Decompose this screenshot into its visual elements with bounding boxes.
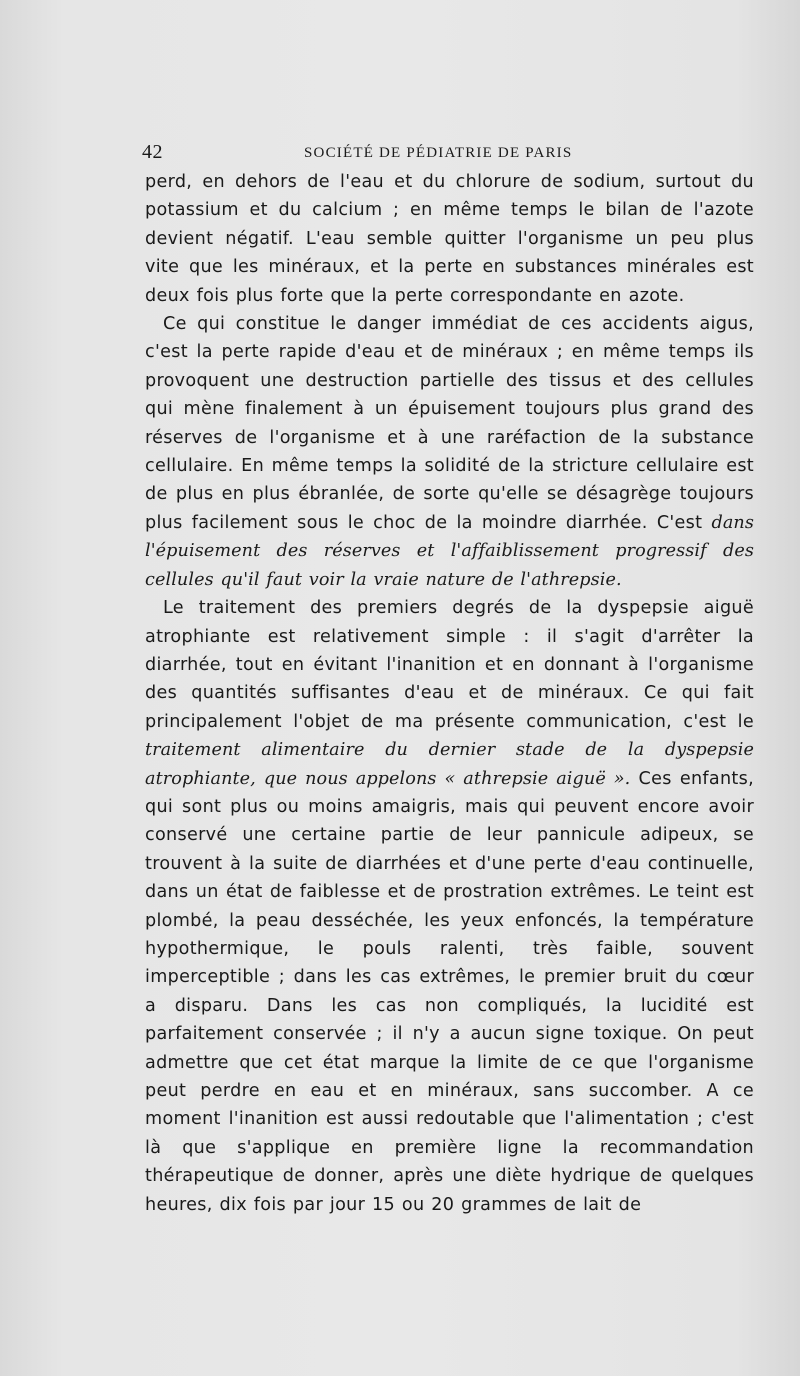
paragraph-3: [145, 594, 754, 1219]
page-header: [142, 141, 754, 167]
page-number: 42: [142, 141, 163, 163]
paragraph-2: [145, 310, 754, 594]
running-title: SOCIÉTÉ DE PÉDIATRIE DE PARIS: [304, 145, 573, 161]
body-text: [145, 168, 754, 1219]
paragraph-3-text-a: Le traitement des premiers degrés de la dyspepsie aiguë atrophiante est relativement simple : il s'agit d'arrêter la diarrhée, tout en évitant l'inanition et en donnant à l'organisme des quantités suffisantes d'eau et de minéraux. Ce qui fait principalement l'objet de ma présente communication, c'est le: [145, 598, 754, 732]
paragraph-1: perd, en dehors de l'eau et du chlorure de sodium, surtout du potassium et du calcium ; en même temps le bilan de l'azote devient négatif. L'eau semble quitter l'organisme un peu plus vite que les minéraux, et la perte en substances minérales est deux fois plus forte que la perte correspondante en azote.: [145, 172, 754, 306]
paragraph-3-text-b: Ces enfants, qui sont plus ou moins amaigris, mais qui peuvent encore avoir conservé une certaine partie de leur pannicule adipeux, se trouvent à la suite de diarrhées et d'une perte d'eau continuelle, dans un état de faiblesse et de prostration extrêmes. Le teint est plombé, la peau desséchée, les yeux enfoncés, la température hypothermique, le pouls ralenti, très faible, souvent imperceptible ; dans les cas extrêmes, le premier bruit du cœur a disparu. Dans les cas non compliqués, la lucidité est parfaitement conservée ; il n'y a aucun signe toxique. On peut admettre que cet état marque la limite de ce que l'organisme peut perdre en eau et en minéraux, sans succomber. A ce moment l'inanition est aussi redoutable que l'alimentation ; c'est là que s'applique en première ligne la recommandation thérapeutique de donner, après une diète hydrique de quelques heures, dix fois par jour 15 ou 20 grammes de lait de: [145, 768, 754, 1215]
paragraph-3-italic: traitement alimentaire du dernier stade de la dyspepsie atrophiante, que nous appelons « athrepsie aiguë ».: [145, 740, 754, 789]
paragraph-2-text: Ce qui constitue le danger immédiat de ces accidents aigus, c'est la perte rapide d'eau et de minéraux ; en même temps ils provoquent une destruction partielle des tissus et des cellules qui mène finalement à un épuisement toujours plus grand des réserves de l'organisme et à une raréfaction de la substance cellulaire. En même temps la solidité de la stricture cellulaire est de plus en plus ébranlée, de sorte qu'elle se désagrège toujours plus facilement sous le choc de la moindre diarrhée. C'est: [145, 314, 754, 533]
paragraph-2-italic: dans l'épuisement des réserves et l'affaiblissement progressif des cellules qu'il faut voir la vraie nature de l'athrepsie.: [145, 512, 754, 590]
